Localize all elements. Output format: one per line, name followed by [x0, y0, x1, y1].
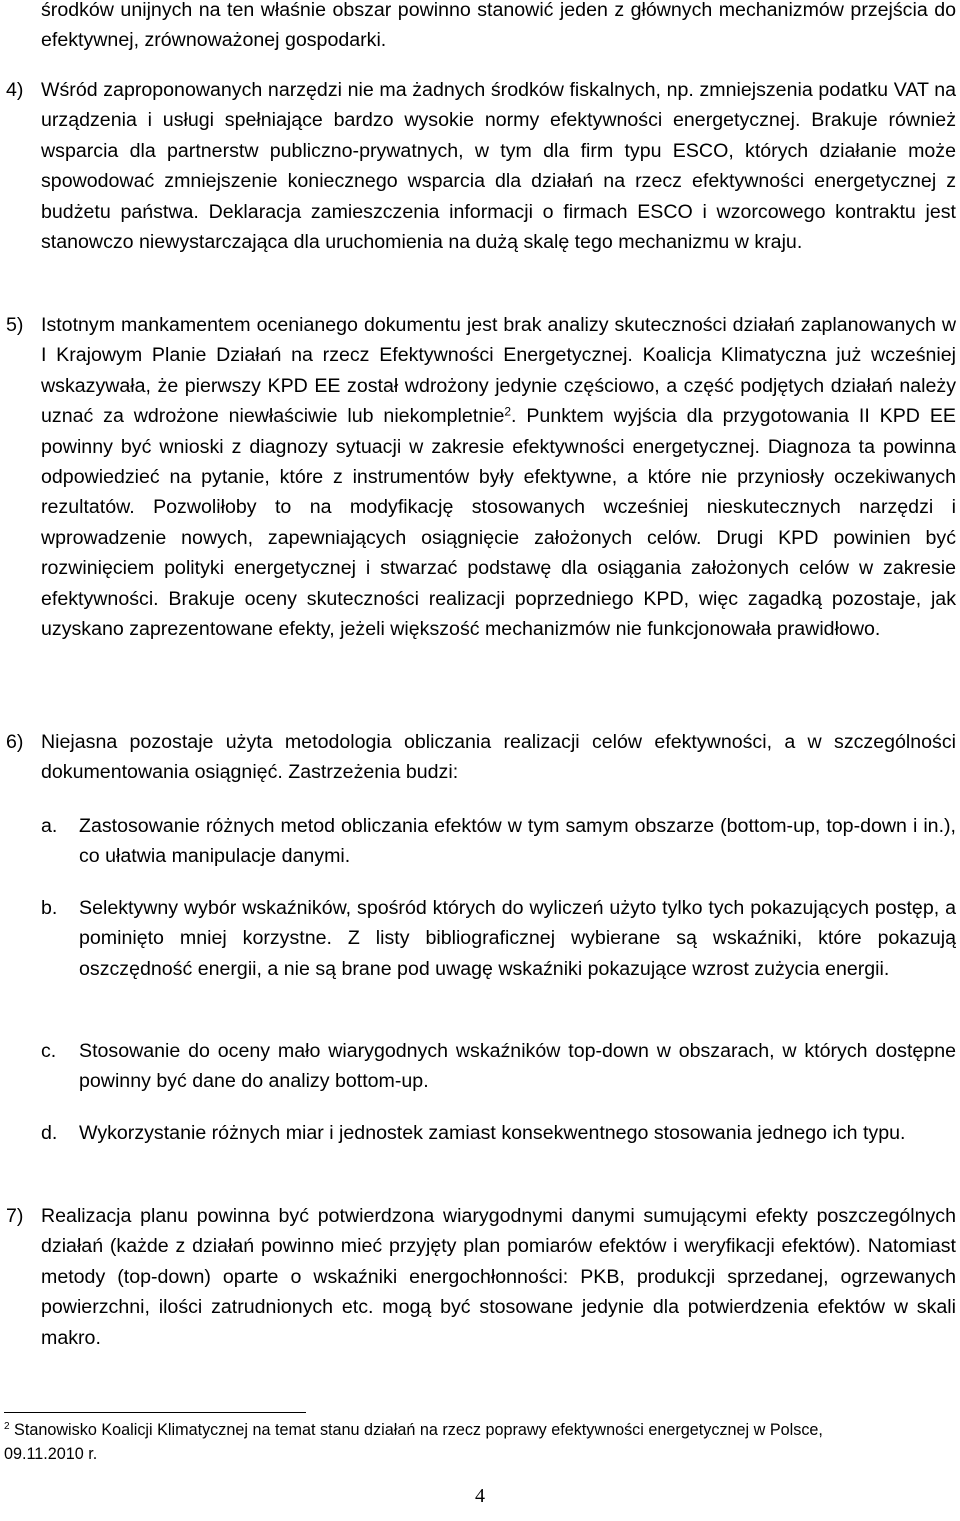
item-5-text-part-1: Istotnym mankamentem ocenianego dokumentu jest brak analizy skuteczności działań zaplanowanych w I Krajowym Planie Działań na rzecz Efektywności Energetycznej. Koalicja Klimatyczna już wcześniej wskazywała, że pierwszy KPD EE został wdrożony jedynie częściowo, a część podjętych działań należy uznać za wdrożone niewłaściwie lub niekompletnie — [41, 314, 956, 428]
footnote-reference: 2 — [504, 404, 512, 419]
item-text-7: Realizacja planu powinna być potwierdzona wiarygodnymi danymi sumującymi efekty poszczególnych działań (każde z działań powinno mieć przyjęty plan pomiarów efektów i weryfikacji efektów). Natomiast metody (top-down) oparte o wskaźniki energochłonności: PKB, produkcji sprzedanej, ogrzewanych powierzchni, ilości zatrudnionych etc. mogą być stosowane jedynie dla potwierdzenia efektów w skali makro. — [41, 1205, 956, 1349]
subitem-text-b: Selektywny wybór wskaźników, spośród których do wyliczeń użyto tylko tych pokazujących postęp, a pominięto mniej korzystne. Z listy bibliograficznej wybierane są wskaźniki, które pokazują oszczędność energii, a nie są brane pod uwagę wskaźniki pokazujące wzrost zużycia energii. — [79, 897, 956, 980]
item-number-4: 4) — [6, 79, 24, 101]
item-text-4: Wśród zaproponowanych narzędzi nie ma żadnych środków fiskalnych, np. zmniejszenia podatku VAT na urządzenia i usługi spełniające bardzo wysokie normy efektywności energetycznej. Brakuje również wsparcia dla partnerstw publiczno-prywatnych, w tym dla firm typu ESCO, których działanie może spowodować zmniejszenie koniecznego wsparcia dla działań na rzecz efektywności energetycznej z budżetu państwa. Deklaracja zamieszczenia informacji o firmach ESCO i wzorcowego kontraktu jest stanowczo niewystarczająca dla uruchomienia na dużą skalę tego mechanizmu w kraju. — [41, 79, 956, 254]
subitem-letter-d: d. — [41, 1122, 58, 1144]
footnote — [4, 1418, 904, 1466]
item-text-5 — [41, 310, 956, 644]
footnote-divider — [4, 1412, 306, 1413]
subitem-letter-b: b. — [41, 897, 58, 919]
intro-paragraph: środków unijnych na ten właśnie obszar powinno stanowić jeden z głównych mechanizmów przejścia do efektywnej, zrównoważonej gospodarki. — [41, 0, 956, 52]
footnote-marker: 2 — [4, 1421, 10, 1432]
subitem-text-d: Wykorzystanie różnych miar i jednostek zamiast konsekwentnego stosowania jednego ich typu. — [79, 1122, 906, 1144]
footnote-text: Stanowisko Koalicji Klimatycznej na temat stanu działań na rzecz poprawy efektywności energetycznej w Polsce, 09.11.2010 r. — [4, 1421, 823, 1463]
item-number-7: 7) — [6, 1205, 24, 1227]
item-number-6: 6) — [6, 731, 24, 753]
subitem-letter-c: c. — [41, 1040, 57, 1062]
item-number-5: 5) — [6, 314, 24, 336]
item-5-text-part-2: . Punktem wyjścia dla przygotowania II KPD EE powinny być wnioski z diagnozy sytuacji w zakresie efektywności energetycznej. Diagnoza ta powinna odpowiedzieć na pytanie, które z instrumentów były efektywne, a które nie przyniosły oczekiwanych rezultatów. Pozwoliłoby to na modyfikację stosowanych wcześniej nieskutecznych narzędzi i wprowadzenie nowych, zapewniających osiągnięcie założonych celów. Drugi KPD powinien być rozwinięciem polityki energetycznej i stwarzać podstawę dla osiągania założonych celów w zakresie efektywności. Brakuje oceny skuteczności realizacji poprzedniego KPD, więc zagadką pozostaje, jak uzyskano zaprezentowane efekty, jeżeli większość mechanizmów nie funkcjonowała prawidłowo. — [41, 405, 956, 641]
subitem-letter-a: a. — [41, 815, 58, 837]
item-text-6: Niejasna pozostaje użyta metodologia obliczania realizacji celów efektywności, a w szczególności dokumentowania osiągnięć. Zastrzeżenia budzi: — [41, 731, 956, 784]
subitem-text-a: Zastosowanie różnych metod obliczania efektów w tym samym obszarze (bottom-up, top-down i in.), co ułatwia manipulacje danymi. — [79, 815, 956, 868]
page-number: 4 — [475, 1485, 485, 1507]
subitem-text-c: Stosowanie do oceny mało wiarygodnych wskaźników top-down w obszarach, w których dostępne powinny być dane do analizy bottom-up. — [79, 1040, 956, 1093]
